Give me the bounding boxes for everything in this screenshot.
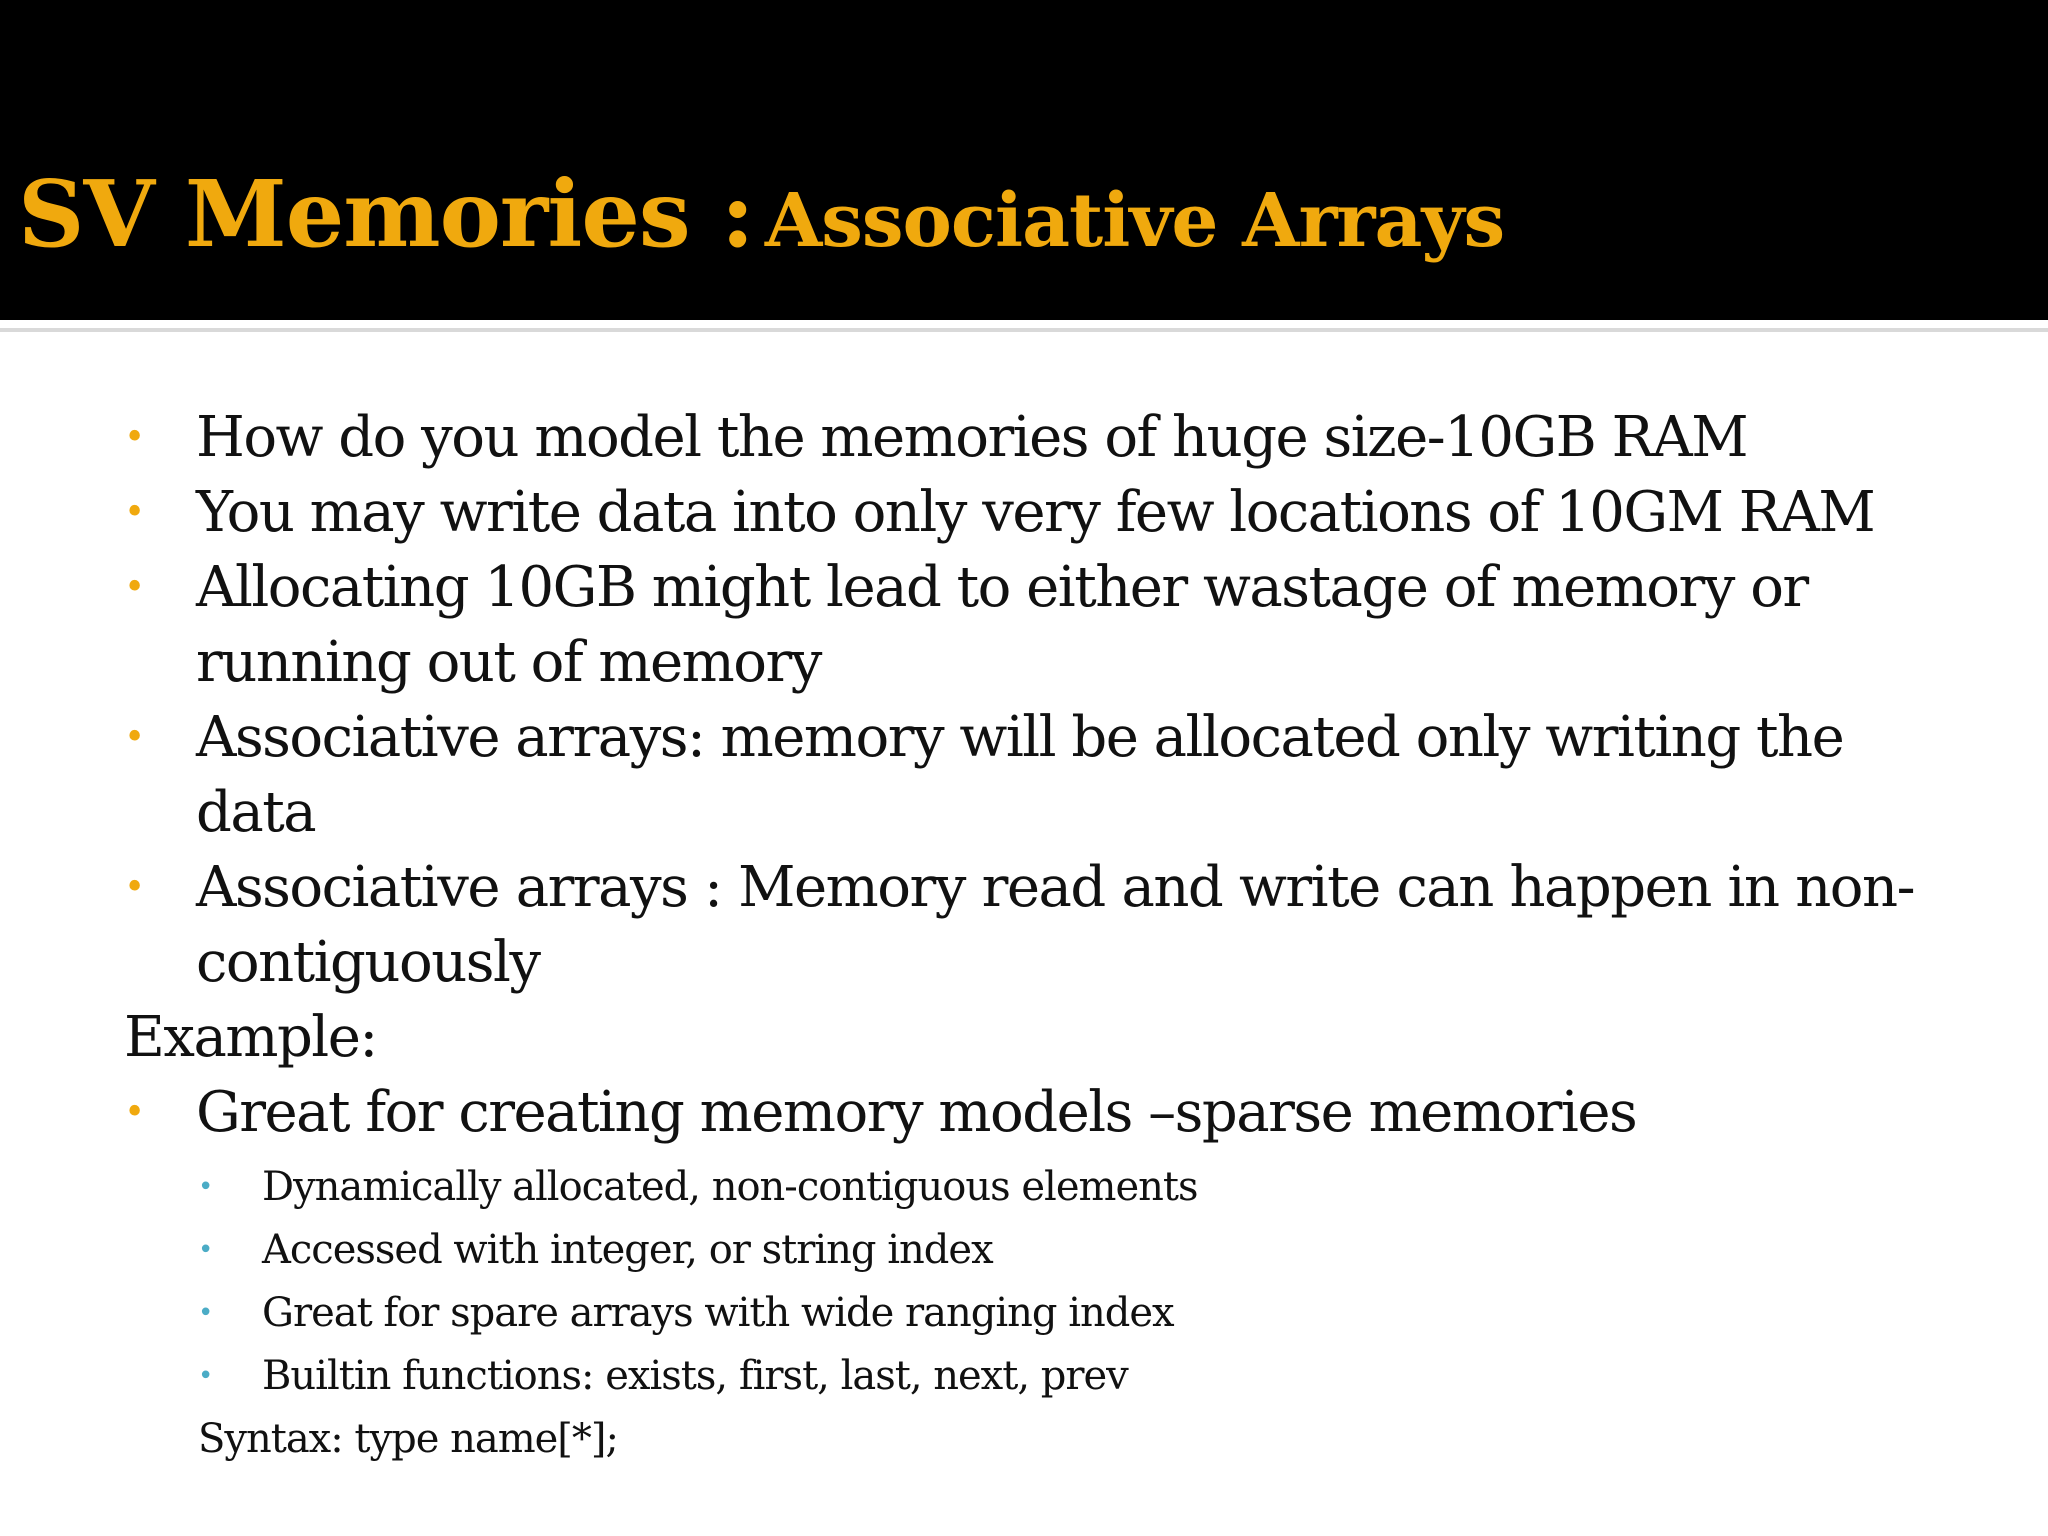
bullet-item — [124, 475, 1914, 550]
title-bar — [0, 0, 2048, 320]
bullet-text: Great for creating memory models –sparse memories — [196, 1080, 1637, 1145]
example-label: Example: — [124, 1005, 377, 1070]
bullet-dot-icon: • — [124, 1092, 144, 1133]
bullet-dot-icon: • — [124, 567, 144, 608]
sub-bullet-text: Accessed with integer, or string index — [262, 1227, 993, 1273]
slide-title — [18, 160, 1505, 268]
title-sub: Associative Arrays — [764, 178, 1505, 264]
bullet-item — [124, 400, 1914, 475]
example-bullet — [124, 1075, 1914, 1150]
title-divider — [0, 328, 2048, 332]
sub-bullet-dot-icon: • — [198, 1172, 213, 1202]
bullet-dot-icon: • — [124, 717, 144, 758]
bullet-text: Associative arrays : Memory read and write can happen in non-contiguously — [196, 855, 1914, 995]
bullet-item — [124, 700, 1914, 850]
sub-bullet-dot-icon: • — [198, 1361, 213, 1391]
bullet-text: Associative arrays: memory will be allocated only writing the data — [196, 705, 1844, 845]
title-main: SV Memories : — [18, 160, 754, 268]
sub-bullet-text: Great for spare arrays with wide ranging index — [262, 1290, 1174, 1336]
sub-bullet-item — [124, 1345, 1914, 1408]
sub-bullet-item — [124, 1282, 1914, 1345]
syntax-line: Syntax: type name[*]; — [198, 1416, 618, 1462]
sub-bullet-item — [124, 1156, 1914, 1219]
bullet-text: How do you model the memories of huge size-10GB RAM — [196, 405, 1748, 470]
bullet-text: Allocating 10GB might lead to either wastage of memory or running out of memory — [196, 555, 1808, 695]
sub-bullet-text: Dynamically allocated, non-contiguous elements — [262, 1164, 1198, 1210]
sub-bullet-dot-icon: • — [198, 1235, 213, 1265]
bullet-text: You may write data into only very few locations of 10GM RAM — [196, 480, 1875, 545]
sub-bullet-list — [124, 1156, 1914, 1408]
sub-bullet-item — [124, 1219, 1914, 1282]
bullet-dot-icon: • — [124, 867, 144, 908]
slide-body — [124, 400, 1914, 1471]
bullet-dot-icon: • — [124, 417, 144, 458]
bullet-item — [124, 850, 1914, 1000]
bullet-dot-icon: • — [124, 492, 144, 533]
sub-bullet-text: Builtin functions: exists, first, last, next, prev — [262, 1353, 1128, 1399]
bullet-item — [124, 550, 1914, 700]
sub-bullet-dot-icon: • — [198, 1298, 213, 1328]
